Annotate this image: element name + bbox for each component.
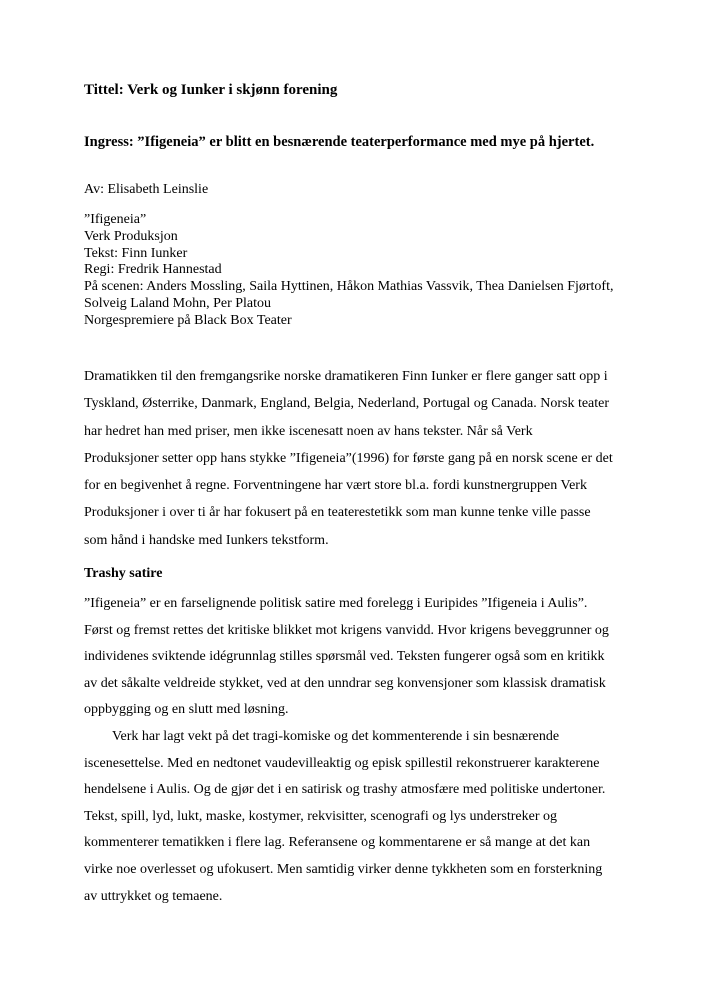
byline: Av: Elisabeth Leinslie — [84, 182, 209, 197]
section-heading-trashy-satire: Trashy satire — [84, 566, 163, 581]
text-line: har hedret han med priser, men ikke iscenesatt noen av hans tekster. Når så Verk — [84, 423, 533, 439]
text-line: Dramatikken til den fremgangsrike norske dramatikeren Finn Iunker er flere ganger satt opp i — [84, 369, 608, 384]
text-line: Produksjoner setter opp hans stykke ”Ifigeneia”(1996) for første gang på en norsk scene er det — [84, 450, 613, 466]
text-line: av det såkalte veldreide stykket, ved at den unndrar seg konvensjoner som klassisk dramatisk — [84, 675, 606, 691]
body-paragraph-satire — [84, 591, 659, 724]
text-line: som hånd i handske med Iunkers tekstform. — [84, 532, 329, 548]
body-paragraph-intro — [84, 363, 659, 554]
text-line: Produksjoner i over ti år har fokusert på en teaterestetikk som man kunne tenke ville passe — [84, 505, 591, 521]
article-title: Tittel: Verk og Iunker i skjønn forening — [84, 82, 338, 98]
text-line: hendelsene i Aulis. Og de gjør det i en satirisk og trashy atmosfære med politiske undertoner. — [84, 782, 606, 798]
text-line: Tekst, spill, lyd, lukt, maske, kostymer, rekvisitter, scenografi og lys understreker og — [84, 808, 558, 824]
text-line: virke noe overlesset og ufokusert. Men samtidig virker denne tykkheten som en forsterkning — [84, 861, 603, 877]
text-line: kommenterer tematikken i flere lag. Referansene og kommentarene er så mange at det kan — [84, 835, 591, 851]
text-line: ”Ifigeneia” — [84, 212, 147, 227]
text-line: av uttrykket og temaene. — [84, 888, 223, 904]
text-line: oppbygging og en slutt med løsning. — [84, 702, 289, 718]
text-line: for en begivenhet å regne. Forventningene har vært store bl.a. fordi kunstnergruppen Verk — [84, 478, 587, 494]
text-line: Tekst: Finn Iunker — [84, 245, 188, 261]
text-line: Verk Produksjon — [84, 228, 178, 244]
text-line: Solveig Laland Mohn, Per Platou — [84, 295, 272, 311]
text-line: iscenesettelse. Med en nedtonet vaudevilleaktig og episk spillestil rekonstruerer karakterene — [84, 755, 600, 771]
text-line: På scenen: Anders Mossling, Saila Hyttinen, Håkon Mathias Vassvik, Thea Danielsen Fjørtoft, — [84, 279, 614, 295]
text-line: individenes sviktende idégrunnlag stilles spørsmål ved. Teksten fungerer også som en kritikk — [84, 649, 605, 665]
text-line: Regi: Fredrik Hannestad — [84, 262, 222, 278]
text-line: ”Ifigeneia” er en farselignende politisk satire med forelegg i Euripides ”Ifigeneia i Aulis”. — [84, 596, 588, 611]
article-ingress: Ingress: ”Ifigeneia” er blitt en besnærende teaterperformance med mye på hjertet. — [84, 134, 595, 150]
text-line: Norgespremiere på Black Box Teater — [84, 312, 292, 328]
body-text — [84, 591, 659, 910]
body-paragraph-staging — [84, 724, 659, 910]
production-credits — [84, 212, 659, 330]
text-line: Verk har lagt vekt på det tragi-komiske og det kommenterende i sin besnærende — [112, 728, 560, 744]
text-line: Tyskland, Østerrike, Danmark, England, Belgia, Nederland, Portugal og Canada. Norsk teater — [84, 396, 610, 412]
text-line: Først og fremst rettes det kritiske blikket mot krigens vanvidd. Hvor krigens beveggrunner og — [84, 622, 609, 638]
